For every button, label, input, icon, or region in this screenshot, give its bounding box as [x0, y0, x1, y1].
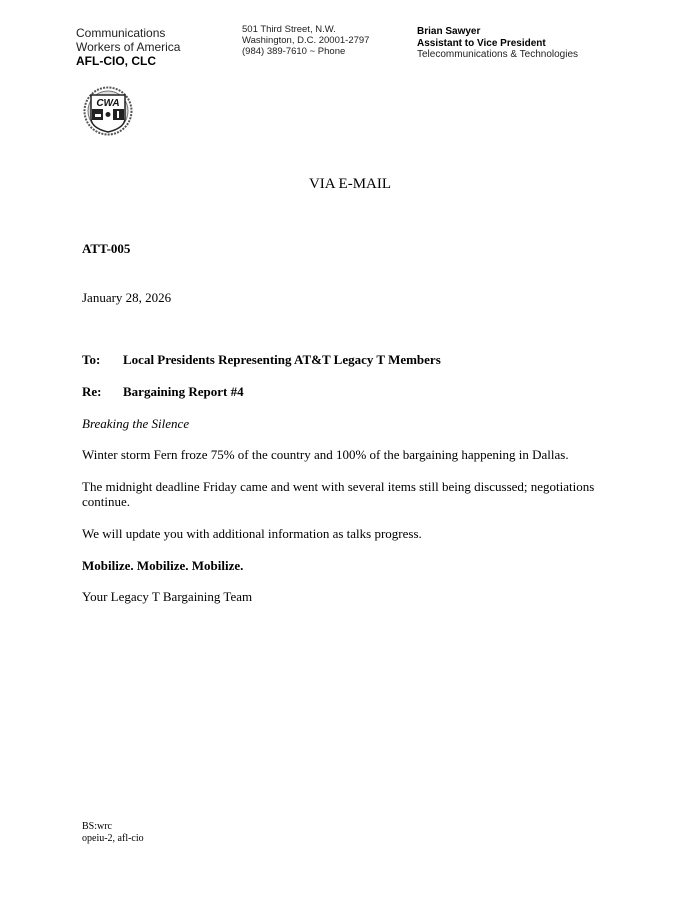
union-tag: opeiu-2, afl-cio — [82, 833, 144, 844]
sender-name: Brian Sawyer — [417, 26, 481, 37]
typist-initials: BS:wrc — [82, 821, 112, 832]
org-line-1: Communications — [76, 26, 166, 40]
address-line-1: 501 Third Street, N.W. — [242, 24, 336, 35]
subtitle: Breaking the Silence — [82, 416, 190, 431]
signoff: Your Legacy T Bargaining Team — [82, 589, 253, 604]
re-value: Bargaining Report #4 — [123, 384, 244, 399]
sender-block — [417, 26, 578, 61]
cwa-logo — [83, 86, 133, 136]
delivery-method: VIA E-MAIL — [308, 176, 392, 192]
paragraph-1: Winter storm Fern froze 75% of the country and 100% of the bargaining happening in Dallas. — [82, 447, 569, 462]
to-line — [82, 352, 441, 367]
rally-line: Mobilize. Mobilize. Mobilize. — [82, 558, 244, 573]
org-line-3: AFL-CIO, CLC — [76, 54, 156, 68]
re-line — [82, 384, 244, 399]
sender-department: Telecommunications & Technologies — [417, 49, 579, 60]
address-line-2: Washington, D.C. 20001-2797 — [242, 35, 370, 46]
address-line-3: (984) 389-7610 ~ Phone — [242, 46, 346, 57]
to-value: Local Presidents Representing AT&T Legacy T Members — [123, 352, 441, 367]
logo-text: CWA — [96, 98, 120, 109]
letter-date: January 28, 2026 — [82, 290, 172, 305]
org-name-block — [76, 26, 180, 68]
paragraph-2: The midnight deadline Friday came and went with several items still being discussed; negotiations continue. — [82, 479, 595, 509]
cwa-seal-icon — [83, 86, 133, 136]
to-label: To: — [82, 352, 101, 367]
sender-title: Assistant to Vice President — [417, 37, 546, 49]
footer-block — [82, 821, 144, 845]
reference-number: ATT-005 — [82, 241, 131, 256]
org-line-2: Workers of America — [76, 40, 181, 54]
address-block — [242, 24, 369, 57]
re-label: Re: — [82, 384, 102, 399]
paragraph-3: We will update you with additional information as talks progress. — [82, 526, 422, 541]
